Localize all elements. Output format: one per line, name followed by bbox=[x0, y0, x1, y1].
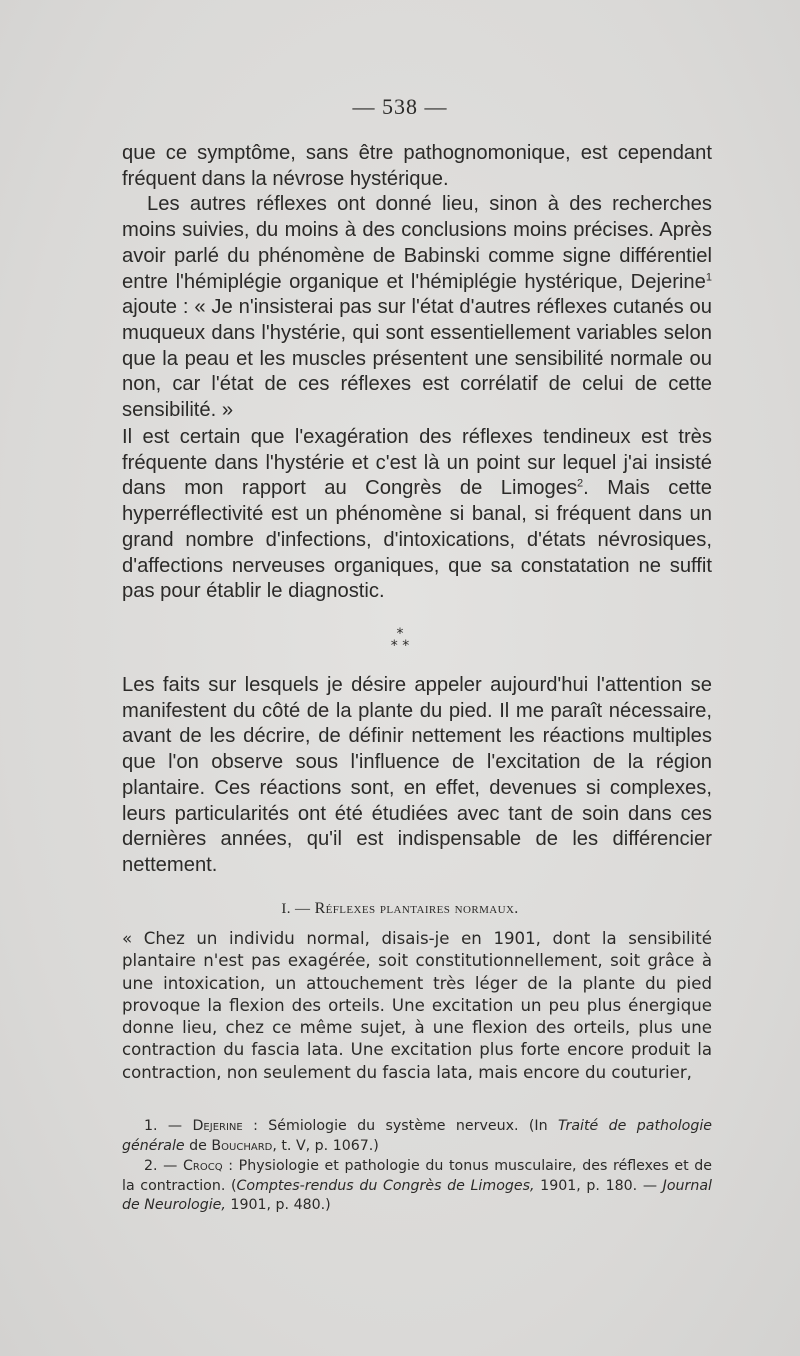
paragraph-3: Les faits sur lesquels je désire appeler aujourd'hui l'attention se manifestent du côté de la plante du pied. Il me paraît nécessaire, avant de les décrire, de définir nettement les réactions multiples que l'on observe sous l'influence de l'excitation de la région plantaire. Ces réactions sont, en effet, devenues si complexes, leurs particularités ont été étudiées avec tant de soin dans ces dernières années, qu'il est indispensable de les différencier nettement. bbox=[122, 674, 712, 876]
footnote-2-title: Comptes-rendus du Congrès de Limoges, bbox=[236, 1177, 535, 1194]
footnote-1-title: Traité de pathologie générale bbox=[122, 1118, 713, 1154]
asterism-top: * bbox=[396, 626, 404, 642]
paragraph-2-text-end: . Mais cette hyperréflectivité est un phénomène si banal, si fréquent dans un grand nombre d'infections, d'intoxications, d'états névrosiques, d'affections nerveuses organiques, que sa constatation ne suffit pas pour établir le diagnostic. bbox=[122, 477, 713, 603]
footnote-1-text-3: , t. V, p. 1067.) bbox=[272, 1137, 379, 1154]
paragraph-1 bbox=[122, 141, 712, 424]
footnote-1-author: Dejerine bbox=[192, 1118, 243, 1134]
footnote-1-editor: Bouchard bbox=[211, 1137, 273, 1154]
paragraph-1-text: Les autres réflexes ont donné lieu, sinon à des recherches moins suivies, du moins à des conclusions moins précises. Après avoir parlé du phénomène de Babinski comme signe différentiel entre l'hémiplégie organique et l'hémiplégie hystérique, Dejerine bbox=[122, 193, 712, 293]
asterism-separator bbox=[0, 628, 800, 652]
footnote-2-text: : Physiologie et pathologie du tonus musculaire, des réflexes et de la contraction. ( bbox=[122, 1158, 713, 1194]
paragraph-2-text: Il est certain que l'exagération des réflexes tendineux est très fréquente dans l'hystérie et c'est là un point sur lequel j'ai insisté dans mon rapport au Congrès de Limoges bbox=[122, 426, 712, 500]
paragraph-1-text-end: ajoute : « Je n'insisterai pas sur l'état d'autres réflexes cutanés ou muqueux dans l'hystérie, qui sont essentiellement variables selon que la peau et les muscles présentent une sensibilité normale ou non, car l'état de ces réflexes est corrélatif de celui de cette sensibilité. » bbox=[122, 296, 712, 422]
footnote-1-text: : Sémiologie du système nerveux. (In bbox=[242, 1118, 558, 1134]
footnote-1-mark: 1. — bbox=[144, 1118, 183, 1134]
footnote-ref-1: 1 bbox=[705, 270, 712, 283]
footnote-2-mark: 2. — bbox=[144, 1158, 178, 1174]
paragraph-2 bbox=[122, 425, 712, 605]
page-number: — 538 — bbox=[352, 94, 448, 119]
footnote-2-journal: Journal de Neurologie, bbox=[122, 1177, 712, 1213]
quoted-paragraph: « Chez un individu normal, disais-je en 1901, dont la sensibilité plantaire n'est pas exagérée, soit constitutionnellement, soit grâce à une intoxication, un attouchement très léger de la plante du pied provoque la flexion des orteils. Une excitation un peu plus énergique donne lieu, chez ce même sujet, à une flexion des orteils, plus une contraction du fascia lata. Une excitation plus forte encore produit la contraction, non seulement du fascia lata, mais encore du couturier, bbox=[122, 929, 712, 1082]
footnote-1-text-2: de bbox=[184, 1137, 212, 1154]
section-title: Réflexes plantaires normaux. bbox=[314, 900, 519, 917]
asterism-bottom: * * bbox=[390, 638, 410, 654]
footnote-2-text-2: 1901, p. 180. — bbox=[534, 1177, 663, 1194]
footnote-1 bbox=[122, 1117, 712, 1156]
footnote-2-author: Crocq bbox=[183, 1158, 223, 1174]
footnote-2-text-3: 1901, p. 480.) bbox=[225, 1197, 331, 1213]
footnotes bbox=[122, 1117, 712, 1217]
footnote-2 bbox=[122, 1157, 712, 1216]
footnote-ref-2: 2 bbox=[577, 477, 584, 490]
section-number: I. — bbox=[281, 901, 311, 917]
paragraph-1-line-1: que ce symptôme, sans être pathognomonique, est cependant fréquent dans la névrose hystérique. bbox=[122, 142, 712, 190]
section-heading bbox=[0, 900, 800, 918]
